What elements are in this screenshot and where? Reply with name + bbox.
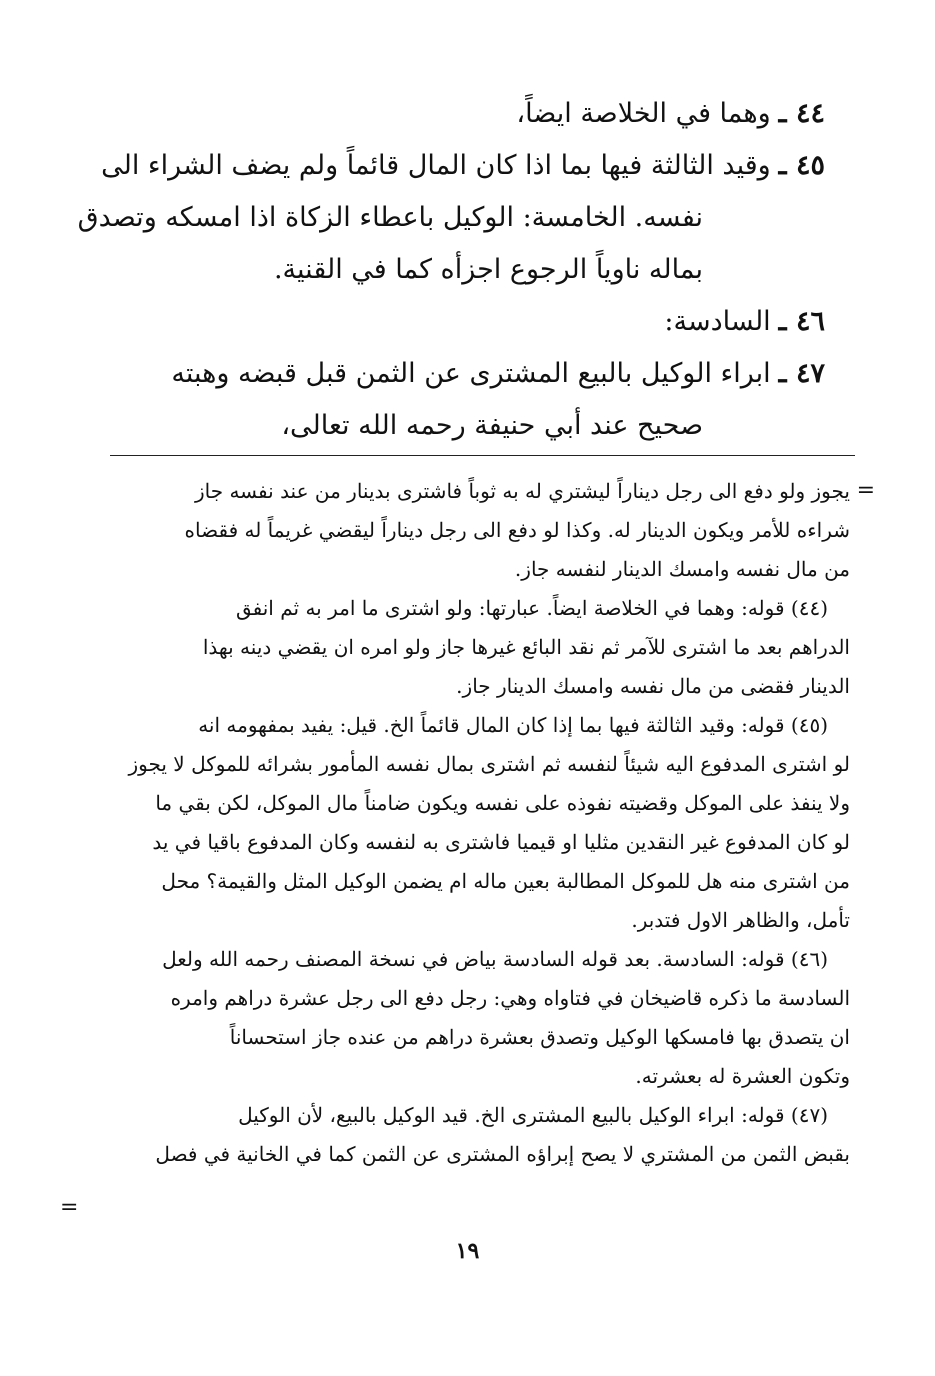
footnote-line: الدراهم بعد ما اشترى للآمر ثم نقد البائع غيرها جاز ولو امره ان يقضي دينه بهذا <box>202 635 850 659</box>
footnote-line: لو كان المدفوع غير النقدين مثليا او قيميا فاشترى به لنفسه وكان المدفوع باقيا في يد <box>152 830 850 854</box>
footnote-line: وتكون العشرة له بعشرته. <box>635 1064 850 1088</box>
footnote-line: ان يتصدق بها فامسكها الوكيل وتصدق بعشرة دراهم من عنده جاز استحساناً <box>229 1025 850 1049</box>
footnote-line: (٤٥) قوله: وقيد الثالثة فيها بما إذا كان المال قائماً الخ. قيل: يفيد بمفهومه انه <box>198 713 828 737</box>
main-line: ٤٤ ـوهما في الخلاصة ايضاً، <box>516 98 825 129</box>
footnote-line: من مال نفسه وامسك الدينار لنفسه جاز. <box>514 557 850 581</box>
footnote-line: ولا ينفذ على الموكل وقضيته نفوذه على نفسه ويكون ضامناً مال الموكل، لكن بقي ما <box>155 791 850 815</box>
continuation-mark: = <box>60 1195 79 1220</box>
footnote-line: من اشترى منه هل للموكل المطالبة بعين ماله ام يضمن الوكيل المثل والقيمة؟ محل <box>161 869 850 893</box>
footnote-separator <box>110 455 855 456</box>
main-line: ٤٧ ـابراء الوكيل بالبيع المشترى عن الثمن قبل قبضه وهبته <box>171 358 825 389</box>
continuation-mark: = <box>856 478 875 503</box>
footnote-line: (٤٧) قوله: ابراء الوكيل بالبيع المشترى الخ. قيد الوكيل بالبيع، لأن الوكيل <box>238 1103 828 1127</box>
page-number: ١٩ <box>455 1238 480 1264</box>
footnote-line: شراءه للأمر ويكون الدينار له. وكذا لو دفع الى رجل ديناراً ليقضي غريماً له فقضاه <box>184 518 850 542</box>
footnote-line: يجوز ولو دفع الى رجل ديناراً ليشتري له به ثوباً فاشترى بدينار من عند نفسه جاز <box>194 479 850 503</box>
footnote-line: بقبض الثمن من المشتري لا يصح إبراؤه المشترى عن الثمن كما في الخانية في فصل <box>155 1142 850 1166</box>
footnotes <box>85 472 850 1174</box>
main-line: بماله ناوياً الرجوع اجزأه كما في القنية. <box>273 254 703 285</box>
footnote-line: (٤٦) قوله: السادسة. بعد قوله السادسة بياض في نسخة المصنف رحمه الله ولعل <box>162 947 828 971</box>
main-line: ٤٦ ـالسادسة: <box>664 306 825 337</box>
footnote-line: تأمل، والظاهر الاول فتدبر. <box>631 908 850 932</box>
footnote-line: لو اشترى المدفوع اليه شيئاً لنفسه ثم اشترى بمال نفسه المأمور بشرائه للموكل لا يجوز <box>128 752 850 776</box>
footnote-line: الدينار فقضى من مال نفسه وامسك الدينار جاز. <box>456 674 850 698</box>
footnote-line: (٤٤) قوله: وهما في الخلاصة ايضاً. عبارتها: ولو اشترى ما امر به ثم انفق <box>235 596 828 620</box>
main-line: نفسه. الخامسة: الوكيل باعطاء الزكاة اذا امسكه وتصدق <box>77 202 703 233</box>
footnote-line: السادسة ما ذكره قاضيخان في فتاواه وهي: رجل دفع الى رجل عشرة دراهم وامره <box>170 986 850 1010</box>
main-line: صحيح عند أبي حنيفة رحمه الله تعالى، <box>281 410 703 441</box>
main-line: ٤٥ ـوقيد الثالثة فيها بما اذا كان المال قائماً ولم يضف الشراء الى <box>101 150 825 181</box>
main-text <box>77 88 825 452</box>
